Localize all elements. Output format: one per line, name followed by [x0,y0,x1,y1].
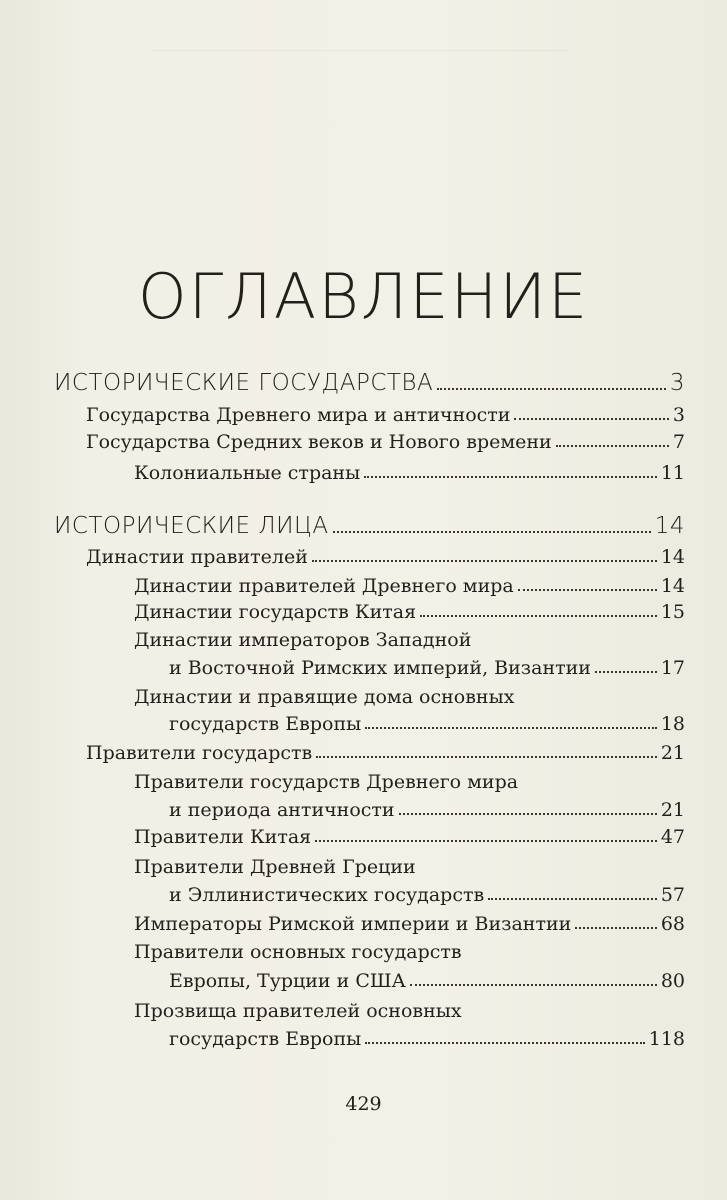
toc-entry-roman-emperors [134,913,685,935]
toc-label: Правители государств [86,742,313,764]
toc-label-continuation: государств Европы [169,713,362,735]
toc-page: 14 [660,575,685,597]
toc-page: 68 [660,913,685,935]
toc-page: 18 [660,713,685,735]
toc-label-continuation: и Эллинистических государств [169,884,485,906]
toc-entry-china-dynasties [134,601,685,623]
toc-entry-ancient-dynasties [134,575,685,597]
toc-label-continuation: Европы, Турции и США [169,970,406,992]
toc-label: Правители Древней Греции [134,856,416,878]
dot-leader [514,418,668,420]
toc-label: ИСТОРИЧЕСКИЕ ЛИЦА [54,513,329,539]
toc-entry-historical-persons [54,513,685,539]
toc-label-continuation: и периода античности [169,799,395,821]
toc-label: Прозвища правителей основных [134,1000,462,1022]
toc-label: Императоры Римской империи и Византии [134,913,572,935]
dot-leader [420,615,657,617]
dot-leader [365,727,657,729]
toc-page: 118 [648,1028,685,1050]
toc-label: Правители Китая [134,826,312,848]
toc-page: 21 [660,799,685,821]
toc-page: 14 [660,546,685,568]
toc-page: 21 [660,742,685,764]
toc-entry-ancient-states [86,404,685,426]
toc-label: Династии и правящие дома основных [134,686,515,708]
toc-page: 11 [660,462,685,484]
toc-entry-european-rulers [169,970,685,992]
toc-page: 47 [660,826,685,848]
toc-label: Колониальные страны [134,462,361,484]
toc-label: Государства Средних веков и Нового времени [86,431,552,453]
toc-label: Династии правителей [86,546,308,568]
toc-entry-china-rulers [134,826,685,848]
toc-entry-greek-rulers [169,884,685,906]
dot-leader [365,1042,644,1044]
toc-entry-medieval-states [86,431,685,453]
dot-leader [488,898,657,900]
toc-label: ИСТОРИЧЕСКИЕ ГОСУДАРСТВА [54,370,434,396]
toc-entry-european-houses [169,713,685,735]
toc-entry-ruler-nicknames [169,1028,685,1050]
toc-entry-ancient-rulers [169,799,685,821]
toc-label: Династии императоров Западной [134,629,472,651]
toc-label-continuation: и Восточной Римских империй, Византии [169,657,591,679]
toc-page: 15 [660,601,685,623]
dot-leader [575,927,657,929]
dot-leader [410,984,657,986]
toc-page: 17 [660,657,685,679]
toc-label: Династии государств Китая [134,601,417,623]
toc-entry-colonial-countries [134,462,685,484]
dot-leader [399,813,657,815]
dot-leader [315,840,657,842]
toc-label: Государства Древнего мира и античности [86,404,511,426]
toc-label: Династии правителей Древнего мира [134,575,514,597]
toc-page: 80 [660,970,685,992]
page-title: ОГЛАВЛЕНИЕ [137,260,590,333]
toc-page: 14 [654,513,685,539]
toc-entry-historical-states [54,370,685,396]
dot-leader [364,476,657,478]
dot-leader [333,531,651,533]
toc-page: 7 [672,431,685,453]
dot-leader [437,388,666,390]
toc-entry-roman-dynasties [169,657,685,679]
toc-entry-dynasties [86,546,685,568]
dot-leader [316,756,657,758]
toc-page: 3 [669,370,685,396]
toc-entry-rulers [86,742,685,764]
page-number: 429 [345,1093,382,1115]
dot-leader [595,671,657,673]
bleed-through-shadow [150,50,570,63]
toc-label: Правители государств Древнего мира [134,771,519,793]
toc-label: Правители основных государств [134,941,462,963]
toc-label-continuation: государств Европы [169,1028,362,1050]
dot-leader [312,560,657,562]
toc-page: 3 [672,404,685,426]
dot-leader [518,589,657,591]
toc-page: 57 [660,884,685,906]
dot-leader [556,445,669,447]
